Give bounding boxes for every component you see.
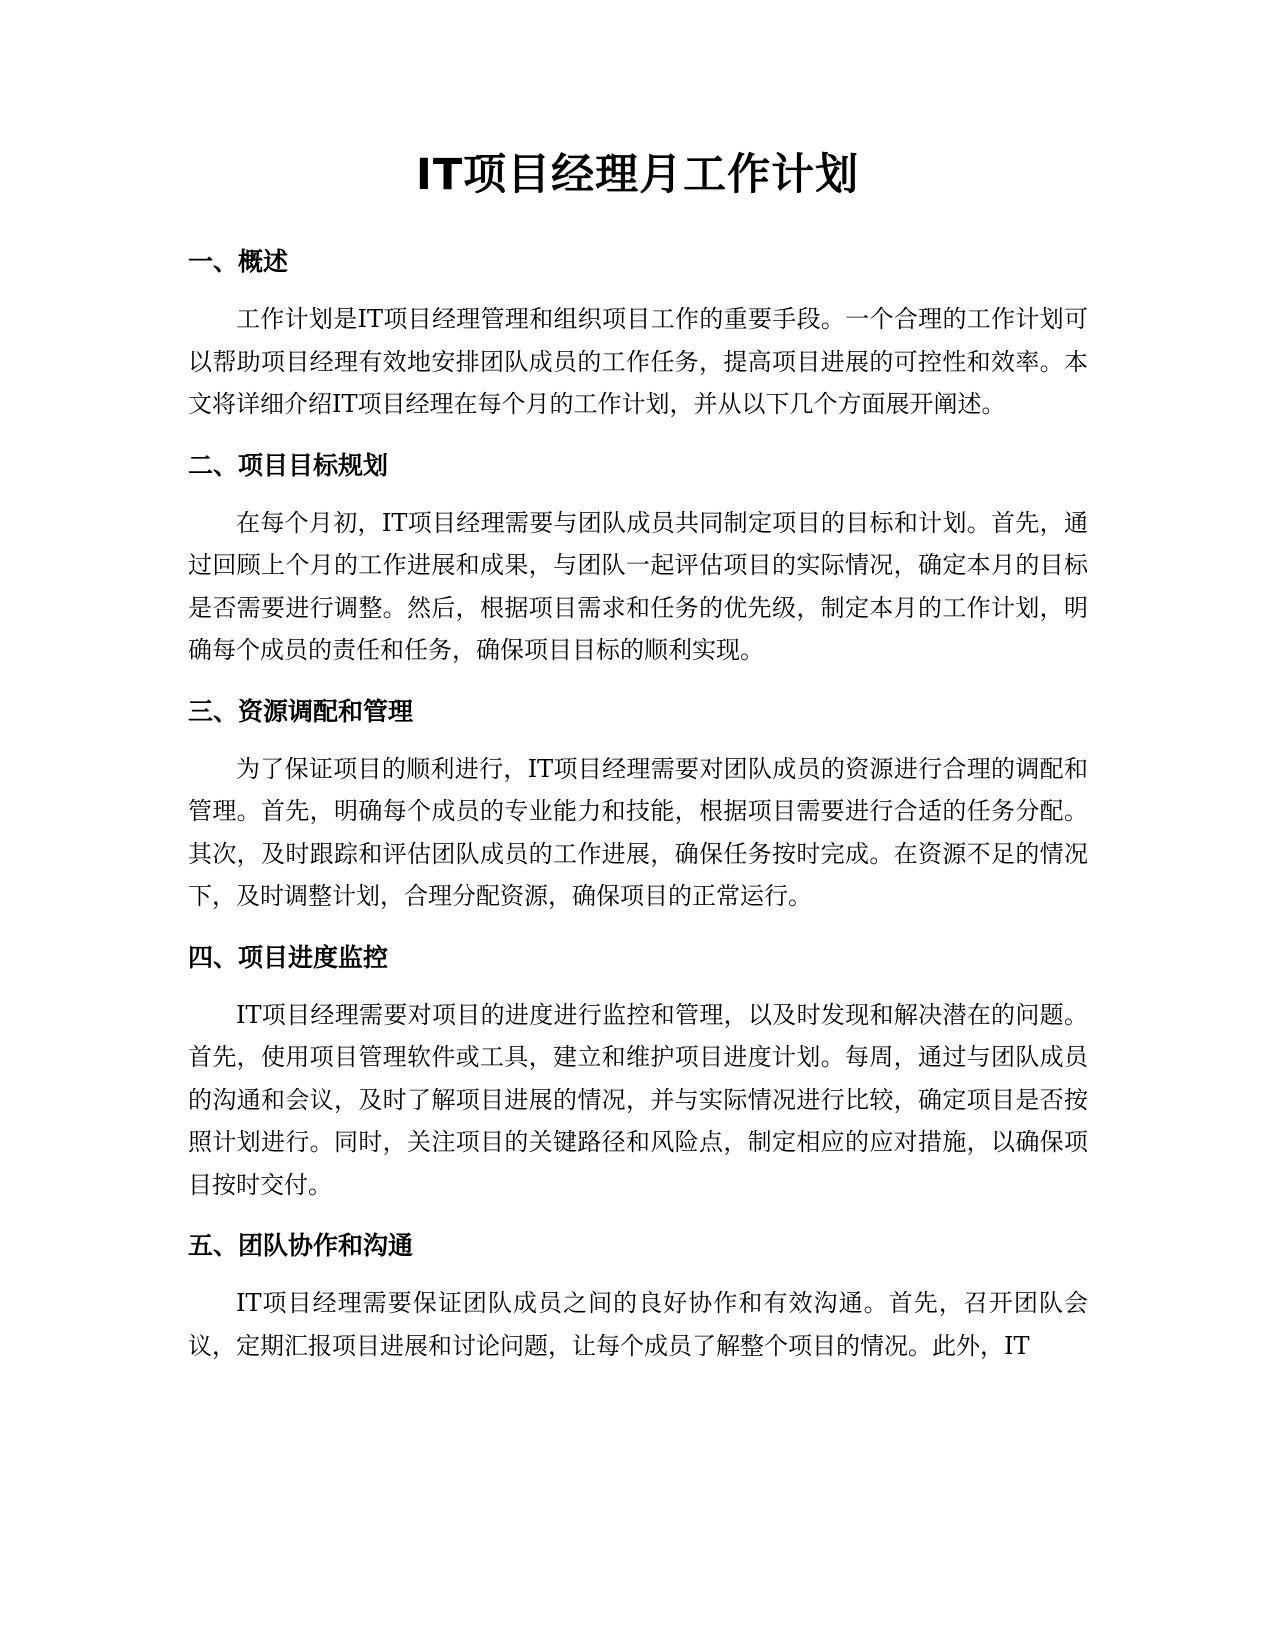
section-progress-monitoring (188, 934, 1088, 1207)
section-paragraph: IT项目经理需要对项目的进度进行监控和管理，以及时发现和解决潜在的问题。首先，使用项目管理软件或工具，建立和维护项目进度计划。每周，通过与团队成员的沟通和会议，及时了解项目进展的情况，并与实际情况进行比较，确定项目是否按照计划进行。同时，关注项目的关键路径和风险点，制定相应的应对措施，以确保项目按时交付。 (188, 1000, 1088, 1199)
section-team-collaboration (188, 1222, 1088, 1367)
section-heading: 一、概述 (188, 247, 289, 276)
section-project-goals (188, 442, 1088, 672)
document-title: IT项目经理月工作计划 (415, 150, 860, 200)
section-heading: 四、项目进度监控 (188, 942, 389, 972)
document-content (188, 238, 1088, 1383)
section-paragraph: 工作计划是IT项目经理管理和组织项目工作的重要手段。一个合理的工作计划可以帮助项目经理有效地安排团队成员的工作任务，提高项目进展的可控性和效率。本文将详细介绍IT项目经理在每个月的工作计划，并从以下几个方面展开阐述。 (188, 305, 1088, 418)
section-overview (188, 238, 1088, 426)
section-heading: 三、资源调配和管理 (188, 696, 414, 726)
section-paragraph: 在每个月初，IT项目经理需要与团队成员共同制定项目的目标和计划。首先，通过回顾上个月的工作进展和成果，与团队一起评估项目的实际情况，确定本月的目标是否需要进行调整。然后，根据项目需求和任务的优先级，制定本月的工作计划，明确每个成员的责任和任务，确保项目目标的顺利实现。 (188, 508, 1088, 664)
section-paragraph: IT项目经理需要保证团队成员之间的良好协作和有效沟通。首先，召开团队会议，定期汇报项目进展和讨论问题，让每个成员了解整个项目的情况。此外，IT (188, 1289, 1088, 1360)
section-heading: 二、项目目标规划 (188, 450, 389, 480)
section-heading: 五、团队协作和沟通 (188, 1231, 414, 1260)
section-paragraph: 为了保证项目的顺利进行，IT项目经理需要对团队成员的资源进行合理的调配和管理。首先，明确每个成员的专业能力和技能，根据项目需要进行合适的任务分配。其次，及时跟踪和评估团队成员的工作进展，确保任务按时完成。在资源不足的情况下，及时调整计划，合理分配资源，确保项目的正常运行。 (188, 754, 1088, 910)
section-resource-management (188, 688, 1088, 918)
